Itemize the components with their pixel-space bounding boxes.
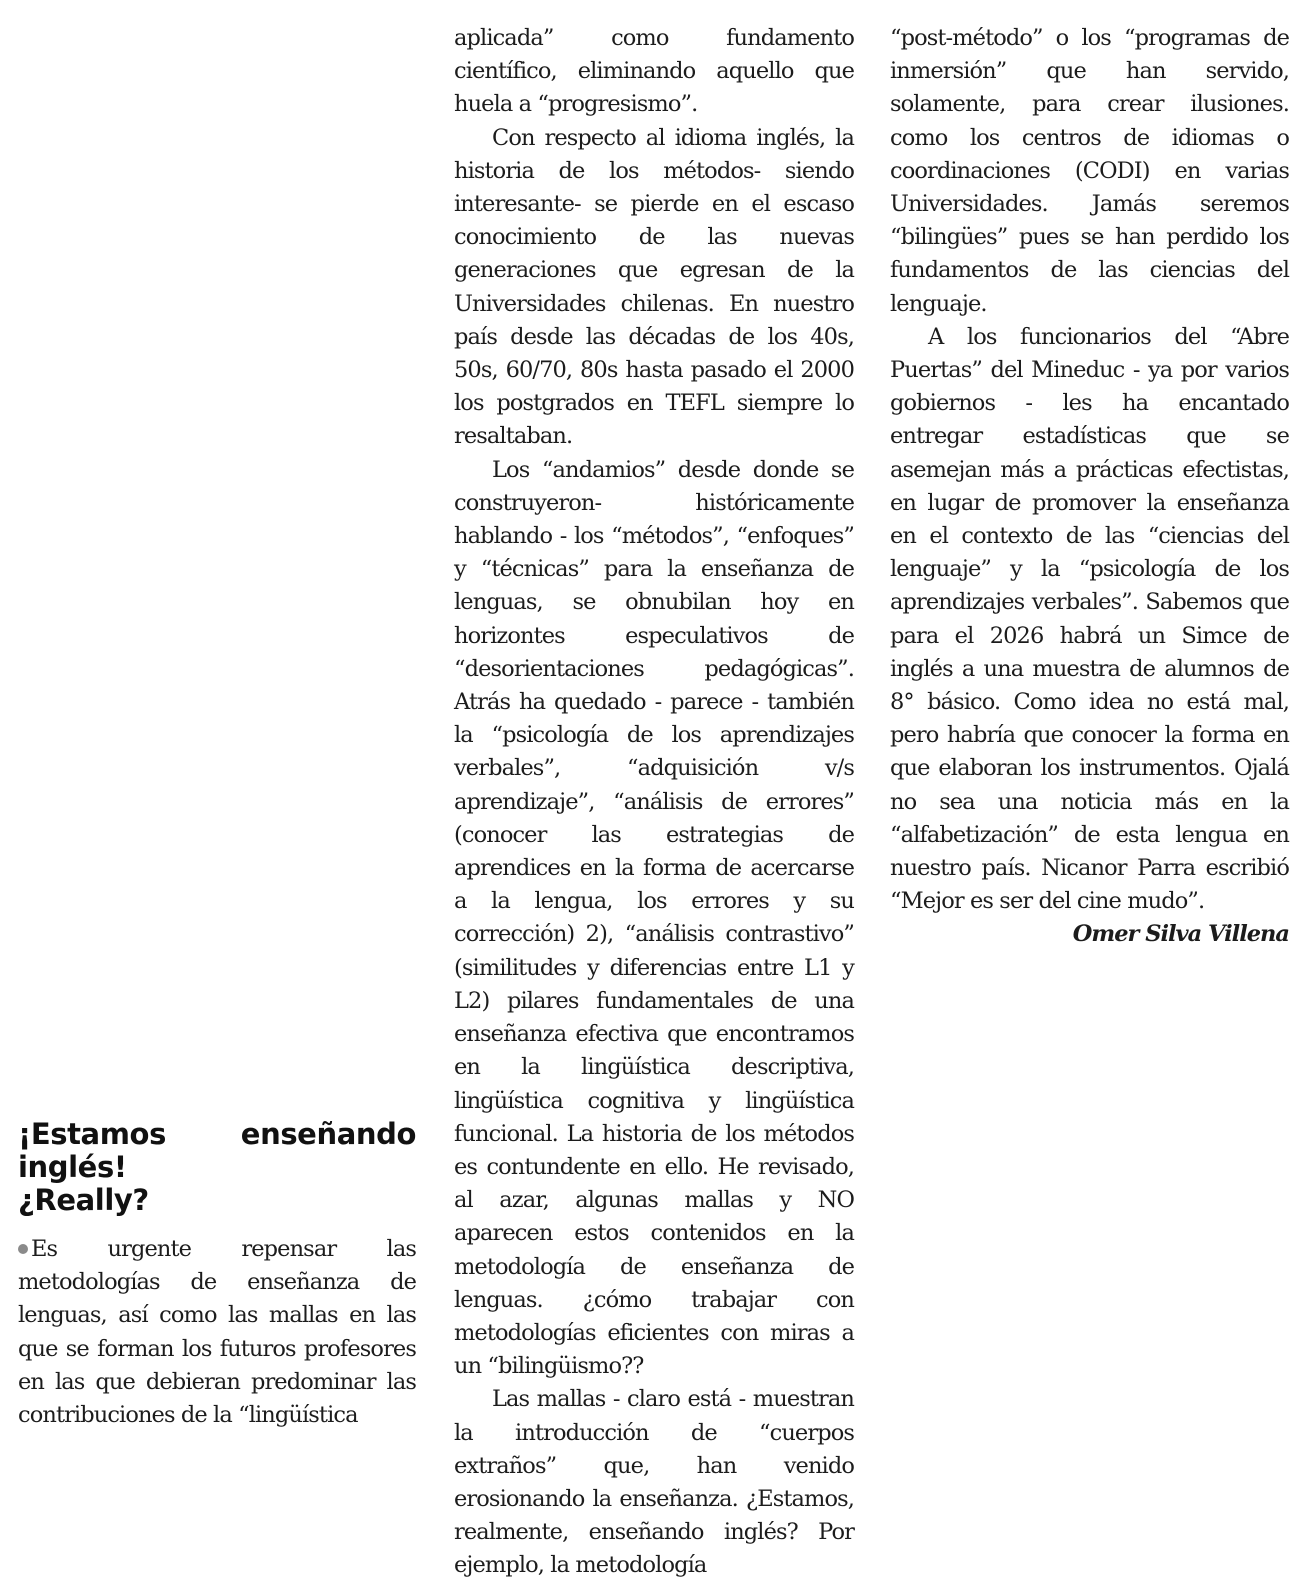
paragraph: Las mallas - claro está - muestran la introducción de “cuerpos extraños” que, han venido erosionando la enseñanza. ¿Estamos, realmente, enseñando inglés? Por ejemplo, la metodología (454, 1386, 854, 1579)
column-1 (18, 1118, 416, 1432)
paragraph: A los funcionarios del “Abre Puertas” del Mineduc - ya por varios gobiernos - les ha encantado entregar estadísticas que se asemejan más a prácticas efectistas, en lugar de promover la enseñanza en el contexto de las “ciencias del lenguaje” y la “psicología de los aprendizajes verbales”. Sabemos que para el 2026 habrá un Simce de inglés a una muestra de alumnos de 8° básico. Como idea no está mal, pero habría que conocer la forma en que elaboran los instrumentos. Ojalá no sea una noticia más en la “alfabetización” de esta lengua en nuestro país. Nicanor Parra escribió “Mejor es ser del cine mudo”. (890, 323, 1289, 915)
headline-line-1: ¡Estamos enseñando inglés! (18, 1117, 416, 1184)
bullet-icon (18, 1244, 28, 1254)
column-2 (454, 22, 854, 1583)
paragraph: “post-método” o los “programas de inmersión” que han servido, solamente, para crear ilusiones. como los centros de idiomas o coordinaciones (CODI) en varias Universidades. Jamás seremos “bilingües” pues se han perdido los fundamentos de las ciencias del lenguaje. (890, 25, 1289, 317)
lead-paragraph (18, 1233, 416, 1432)
headline-line-2: ¿Really? (18, 1183, 149, 1217)
paragraph: Los “andamios” desde donde se construyeron- históricamente hablando - los “métodos”, “enfoques” y “técnicas” para la enseñanza de lenguas, se obnubilan hoy en horizontes especulativos de “desorientaciones pedagógicas”. Atrás ha quedado - parece - también la “psicología de los aprendizajes verbales”, “adquisición v/s aprendizaje”, “análisis de errores” (conocer las estrategias de aprendices en la forma de acercarse a la lengua, los errores y su corrección) 2), “análisis contrastivo” (similitudes y diferencias entre L1 y L2) pilares fundamentales de una enseñanza efectiva que encontramos en la lingüística descriptiva, lingüística cognitiva y lingüística funcional. La historia de los métodos es contundente en ello. He revisado, al azar, algunas mallas y NO aparecen estos contenidos en la metodología de enseñanza de lenguas. ¿cómo trabajar con metodologías eficientes con miras a un “bilingüismo?? (454, 456, 854, 1380)
paragraph: Con respecto al idioma inglés, la historia de los métodos- siendo interesante- se pierde en el escaso conocimiento de las nuevas generaciones que egresan de la Universidades chilenas. En nuestro país desde las décadas de los 40s, 50s, 60/70, 80s hasta pasado el 2000 los postgrados en TEFL siempre lo resaltaban. (454, 124, 854, 450)
author-signature: Omer Silva Villena (1072, 921, 1289, 948)
column-3 (890, 22, 1289, 952)
headline (18, 1118, 416, 1217)
lead-text: Es urgente repensar las metodologías de enseñanza de lenguas, así como las mallas en las que se forman los futuros profesores en las que debieran predominar las contribuciones de la “lingüística (18, 1236, 416, 1429)
paragraph: aplicada” como fundamento científico, eliminando aquello que huela a “progresismo”. (454, 25, 854, 118)
